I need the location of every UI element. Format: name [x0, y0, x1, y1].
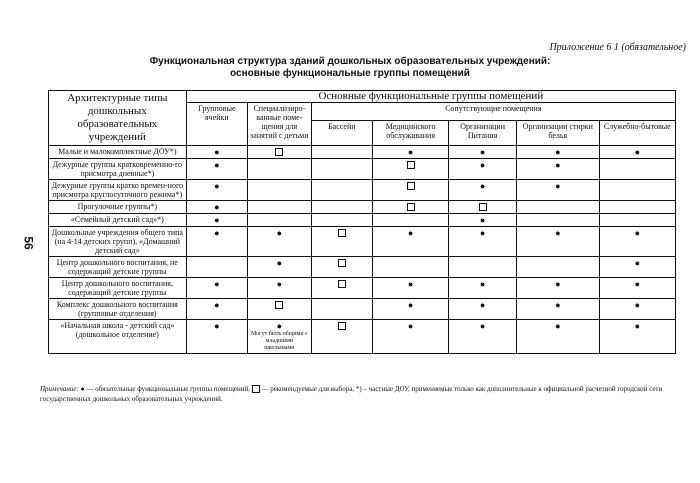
recommended-box-icon — [338, 229, 346, 237]
row-cell — [373, 201, 449, 214]
row-cell — [248, 278, 312, 299]
row-cell — [248, 257, 312, 278]
required-dot-icon: ● — [479, 147, 486, 157]
required-dot-icon: ● — [634, 300, 641, 310]
required-dot-icon: ● — [634, 258, 641, 268]
required-dot-icon: ● — [214, 181, 220, 191]
row-cell — [311, 227, 372, 257]
table-row — [49, 299, 676, 320]
row-cell — [186, 180, 247, 201]
row-cell — [248, 299, 312, 320]
row-name: Центр дошкольного воспитания, не содержащий детские группы — [49, 257, 187, 278]
header-food: Организации Питания — [449, 121, 517, 146]
required-dot-icon: ● — [555, 228, 561, 238]
row-cell — [449, 227, 517, 257]
row-cell — [373, 257, 449, 278]
required-dot-icon: ● — [407, 279, 414, 289]
row-cell — [311, 299, 372, 320]
table-body — [49, 146, 676, 354]
row-cell — [449, 299, 517, 320]
row-cell — [248, 320, 312, 354]
row-cell — [517, 299, 600, 320]
recommended-box-icon — [275, 148, 283, 156]
required-dot-icon: ● — [479, 300, 486, 310]
row-cell — [186, 214, 247, 227]
recommended-box-icon — [407, 161, 415, 169]
required-dot-icon: ● — [555, 279, 561, 289]
required-dot-icon: ● — [479, 279, 486, 289]
row-cell — [517, 159, 600, 180]
required-dot-icon: ● — [555, 160, 561, 170]
row-cell — [311, 180, 372, 201]
table-row — [49, 214, 676, 227]
row-cell — [373, 227, 449, 257]
row-cell — [599, 278, 675, 299]
header-medical: Медицинского обслуживания — [373, 121, 449, 146]
document-title — [0, 56, 700, 80]
header-service: Служебно-бытовые — [599, 121, 675, 146]
row-cell — [186, 159, 247, 180]
header-main-groups: Основные функциональные группы помещений — [186, 91, 675, 103]
row-cell — [449, 257, 517, 278]
row-name: Дежурные группы кратко времен-ного присмотра круглосуточного режима*) — [49, 180, 187, 201]
row-cell — [248, 180, 312, 201]
row-name: «Начальная школа - детский сад» (дошкольное отделение) — [49, 320, 187, 354]
required-dot-icon: ● — [407, 321, 414, 331]
required-dot-icon: ● — [634, 279, 641, 289]
row-cell — [248, 214, 312, 227]
row-cell — [449, 278, 517, 299]
required-dot-icon: ● — [214, 160, 220, 170]
required-dot-icon: ● — [407, 147, 414, 157]
table-row — [49, 227, 676, 257]
row-cell — [248, 201, 312, 214]
row-cell — [311, 201, 372, 214]
recommended-text: — рекомендуемые для выбора, — [261, 385, 355, 393]
row-cell — [373, 299, 449, 320]
row-cell — [311, 146, 372, 159]
row-cell — [517, 214, 600, 227]
row-cell — [186, 299, 247, 320]
appendix-label: Приложение 6 1 (обязательное) — [549, 42, 686, 53]
table-row — [49, 278, 676, 299]
row-name: Малые и малокомплектные ДОУ*) — [49, 146, 187, 159]
row-name: Прогулочные группы*) — [49, 201, 187, 214]
row-cell — [373, 159, 449, 180]
recommended-box-icon — [338, 322, 346, 330]
row-cell — [449, 159, 517, 180]
row-cell — [311, 257, 372, 278]
row-name: Комплекс дошкольного воспитания (групповые отделения) — [49, 299, 187, 320]
required-dot-icon: ● — [555, 147, 561, 157]
header-group-cells: Групповые ячейки — [186, 103, 247, 146]
header-laundry: Организации стирки белья — [517, 121, 600, 146]
recommended-mark-icon — [252, 385, 260, 393]
required-dot-icon: ● — [634, 147, 641, 157]
row-cell — [186, 257, 247, 278]
row-cell — [599, 320, 675, 354]
recommended-box-icon — [407, 182, 415, 190]
required-dot-icon: ● — [214, 279, 220, 289]
row-cell — [449, 146, 517, 159]
row-name: «Семейный детский сад»*) — [49, 214, 187, 227]
row-cell — [373, 180, 449, 201]
row-cell — [373, 214, 449, 227]
row-cell — [517, 201, 600, 214]
required-dot-icon: ● — [276, 279, 283, 289]
row-name: Центр дошкольного воспитания, содержащий детские группы — [49, 278, 187, 299]
table-row — [49, 159, 676, 180]
row-cell — [599, 299, 675, 320]
required-dot-icon: ● — [555, 181, 561, 191]
title-line-1: Функциональная структура зданий дошкольных образовательных учреждений: — [149, 56, 551, 67]
row-cell — [311, 214, 372, 227]
required-text: — обязательные функциональные группы помещений, — [86, 385, 251, 393]
title-line-2: основные функциональные группы помещений — [230, 68, 470, 79]
row-cell — [186, 146, 247, 159]
row-cell — [373, 278, 449, 299]
row-cell — [517, 227, 600, 257]
required-dot-icon: ● — [479, 181, 486, 191]
row-cell — [449, 201, 517, 214]
required-dot-icon: ● — [479, 228, 486, 238]
recommended-box-icon — [479, 203, 487, 211]
required-dot-icon: ● — [407, 300, 414, 310]
required-dot-icon: ● — [555, 300, 561, 310]
row-cell — [517, 320, 600, 354]
row-name: Дошкольные учреждения общего типа (на 4-14 детских групп), «Домашний детский сад» — [49, 227, 187, 257]
required-dot-icon: ● — [276, 321, 283, 331]
table-row — [49, 257, 676, 278]
row-cell — [599, 257, 675, 278]
row-cell — [248, 227, 312, 257]
row-cell — [599, 214, 675, 227]
row-cell — [599, 227, 675, 257]
row-cell — [599, 146, 675, 159]
row-cell — [517, 257, 600, 278]
cell-note: Могут быть общими с младшими школьными — [250, 331, 308, 351]
required-dot-icon: ● — [479, 321, 486, 331]
row-cell — [248, 159, 312, 180]
table-row — [49, 320, 676, 354]
recommended-box-icon — [338, 280, 346, 288]
row-cell — [186, 227, 247, 257]
required-mark: ● — [80, 385, 85, 393]
table-row — [49, 146, 676, 159]
row-cell — [517, 278, 600, 299]
header-arch-types: Архитектурные типы дошкольных образовательных учреждений — [49, 91, 187, 146]
row-cell — [248, 146, 312, 159]
row-cell — [449, 320, 517, 354]
required-dot-icon: ● — [634, 228, 641, 238]
row-cell — [599, 201, 675, 214]
table-row — [49, 201, 676, 214]
footnote-lead: Примечание: — [40, 385, 79, 393]
header-pool: Бассейн — [311, 121, 372, 146]
required-dot-icon: ● — [214, 215, 220, 225]
private-text: – частные ДОУ, применяемые только как дополнительные к официальной расчетной городской сети государственных дошкольных образовательных учреждений. — [40, 385, 663, 403]
row-cell — [449, 214, 517, 227]
table-row — [49, 180, 676, 201]
row-cell — [599, 159, 675, 180]
required-dot-icon: ● — [407, 228, 414, 238]
row-cell — [449, 180, 517, 201]
required-dot-icon: ● — [214, 228, 220, 238]
required-dot-icon: ● — [479, 215, 486, 225]
private-mark: *) — [355, 385, 362, 393]
row-cell — [373, 146, 449, 159]
required-dot-icon: ● — [214, 321, 220, 331]
recommended-box-icon — [338, 259, 346, 267]
row-cell — [311, 159, 372, 180]
required-dot-icon: ● — [634, 321, 641, 331]
row-cell — [517, 146, 600, 159]
row-cell — [373, 320, 449, 354]
row-name: Дежурные группы кратковременно-го присмотра дневные*) — [49, 159, 187, 180]
row-cell — [186, 201, 247, 214]
required-dot-icon: ● — [555, 321, 561, 331]
required-dot-icon: ● — [214, 300, 220, 310]
recommended-box-icon — [275, 301, 283, 309]
page-number: 56 — [21, 236, 36, 250]
header-accompanying: Сопутствующие помещения — [311, 103, 675, 121]
row-cell — [186, 278, 247, 299]
row-cell — [517, 180, 600, 201]
required-dot-icon: ● — [214, 202, 220, 212]
row-cell — [599, 180, 675, 201]
row-cell — [311, 320, 372, 354]
functional-groups-table — [48, 90, 676, 354]
required-dot-icon: ● — [276, 228, 283, 238]
recommended-box-icon — [407, 203, 415, 211]
required-dot-icon: ● — [479, 160, 486, 170]
required-dot-icon: ● — [276, 258, 283, 268]
row-cell — [186, 320, 247, 354]
row-cell — [311, 278, 372, 299]
required-dot-icon: ● — [214, 147, 220, 157]
footnote — [40, 384, 680, 404]
header-special-rooms: Специализиро-ванные поме-щения для занятий с детьми — [248, 103, 312, 146]
